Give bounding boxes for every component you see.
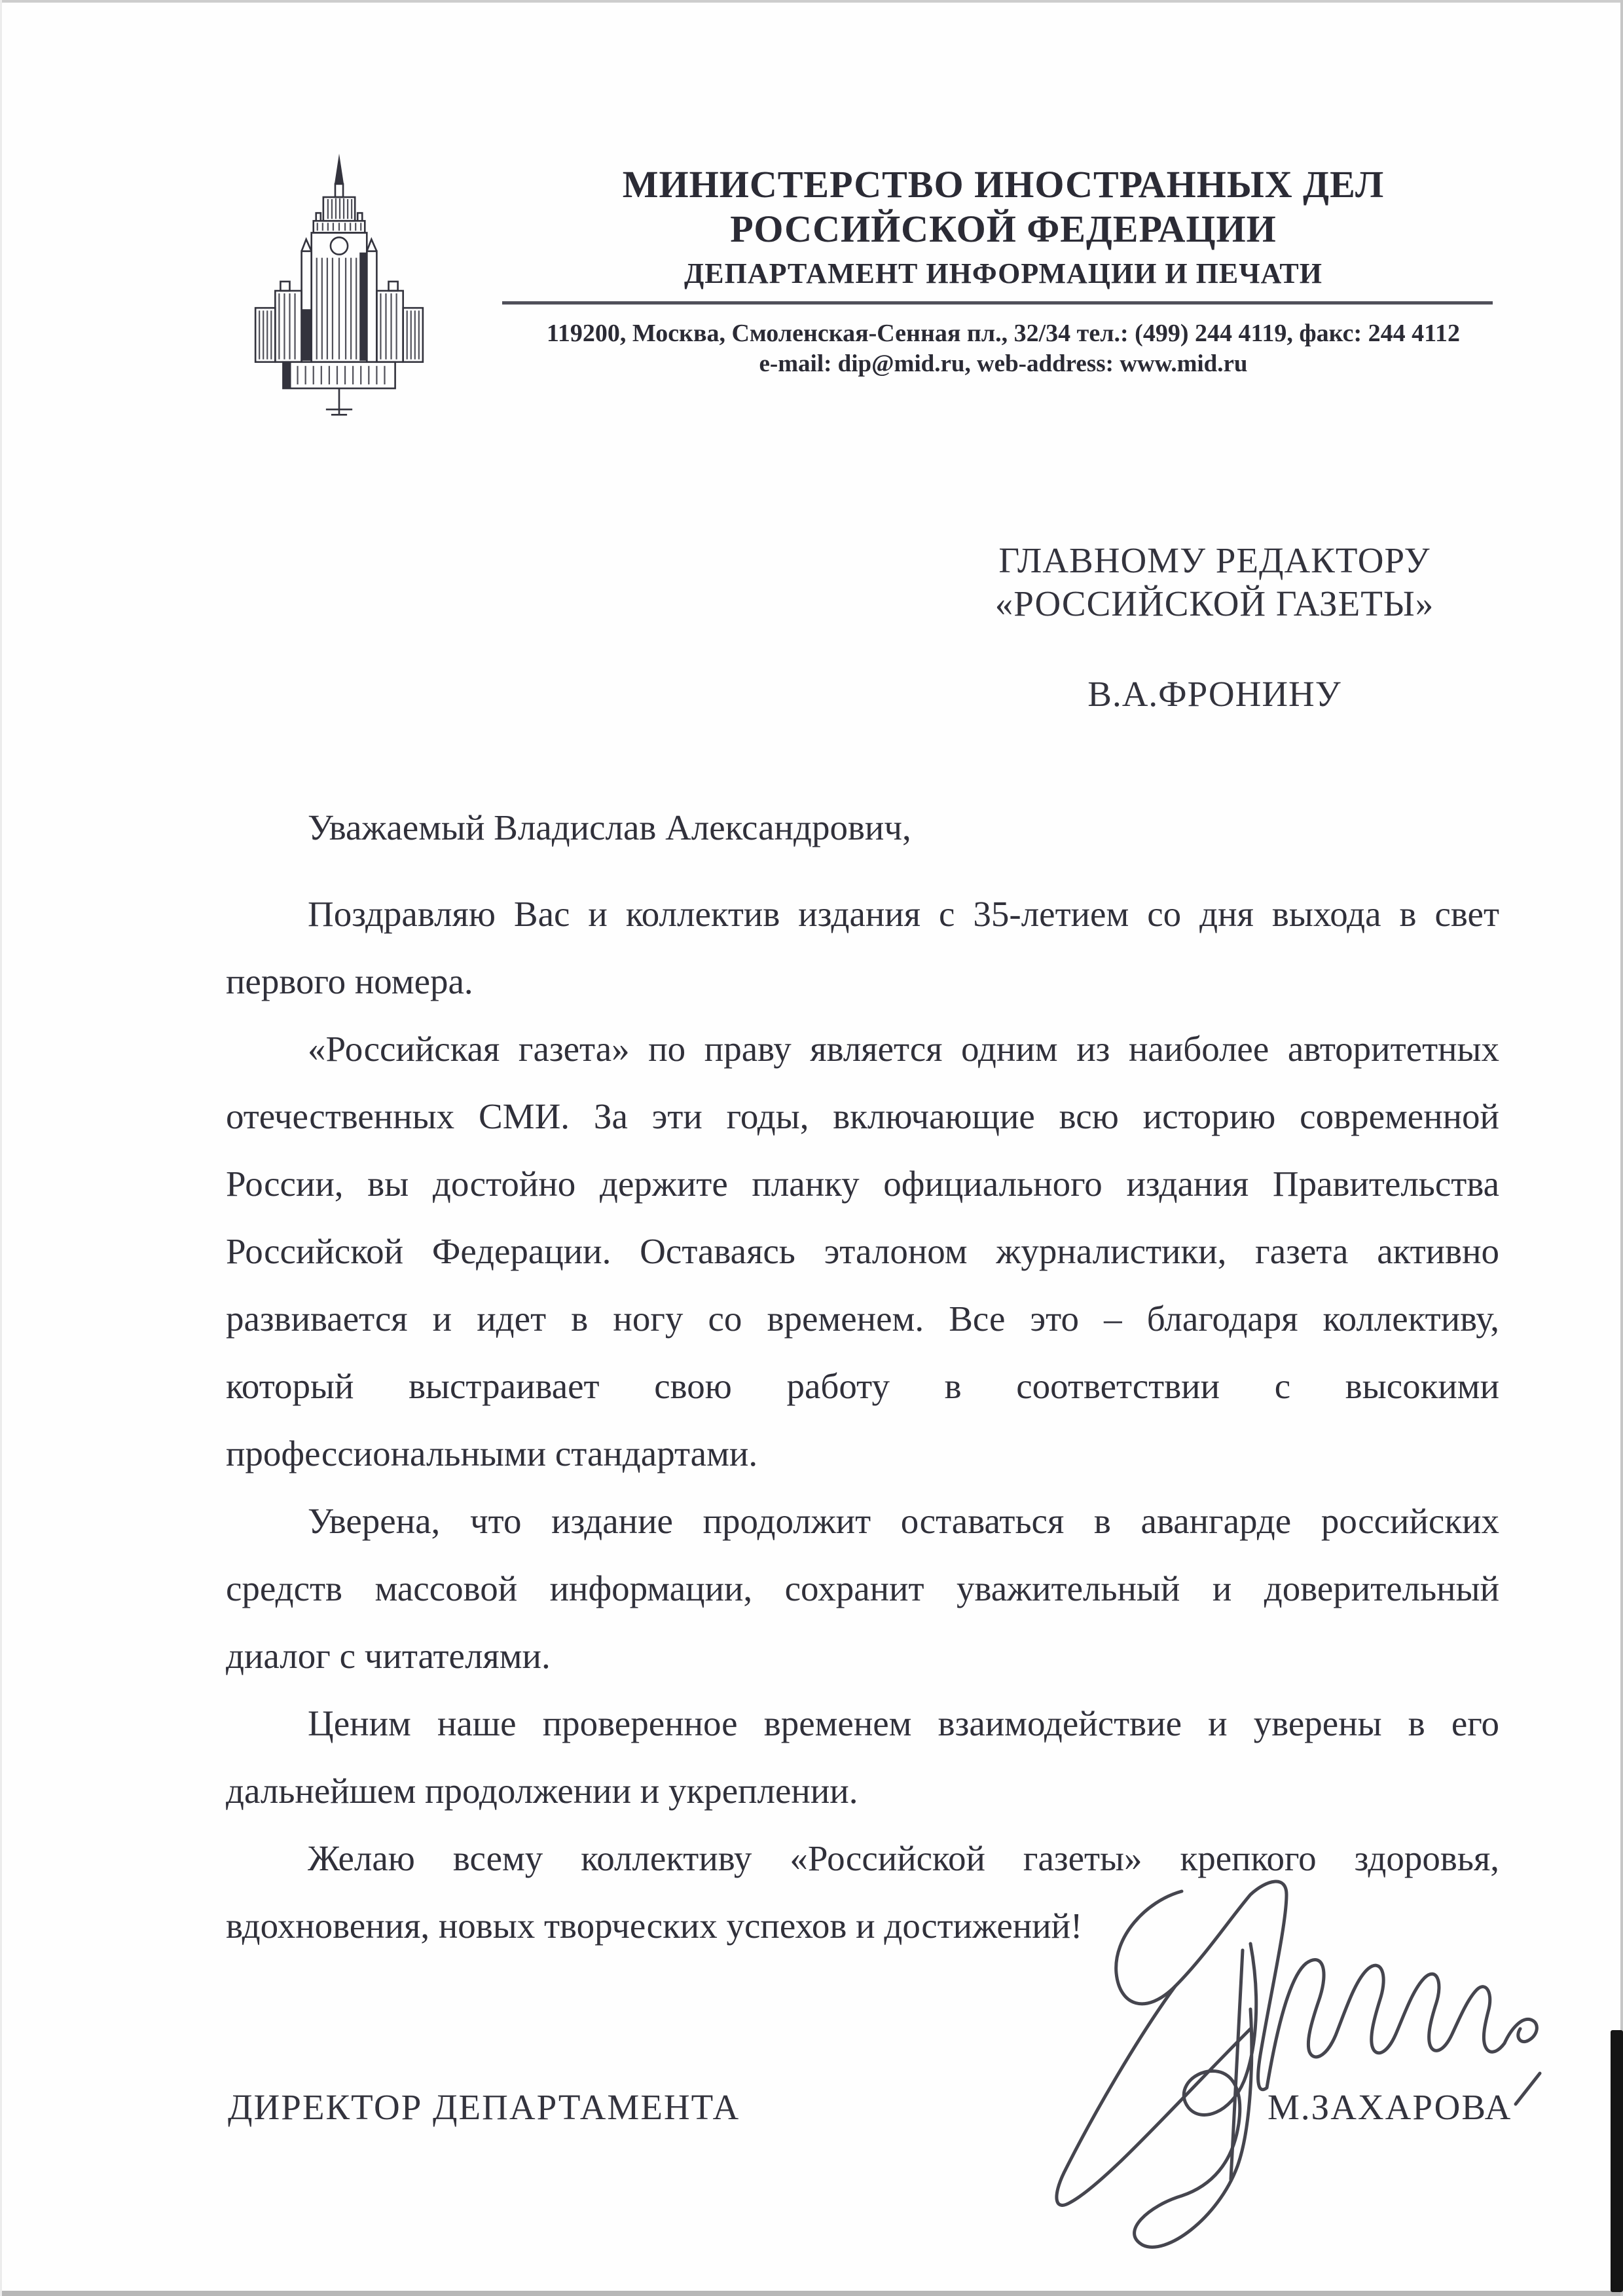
letter-body xyxy=(226,794,1499,1959)
scan-edge-right xyxy=(1620,0,1623,2296)
department-name: ДЕПАРТАМЕНТ ИНФОРМАЦИИ И ПЕЧАТИ xyxy=(684,257,1322,289)
body-line: Поздравляю Вас и коллектив издания с 35-летием со дня выхода в свет xyxy=(308,894,1499,934)
body-line: Российской Федерации. Оставаясь эталоном журналистики, газета активно xyxy=(226,1231,1499,1271)
body-line: отечественных СМИ. За эти годы, включающие всю историю современной xyxy=(226,1096,1499,1136)
ministry-name-line1: МИНИСТЕРСТВО ИНОСТРАННЫХ ДЕЛ xyxy=(622,163,1385,206)
body-line: средств массовой информации, сохранит уважительный и доверительный xyxy=(226,1568,1499,1608)
body-line: вдохновения, новых творческих успехов и достижений! xyxy=(226,1906,1083,1946)
body-line: развивается и идет в ногу со временем. Все это – благодаря коллективу, xyxy=(226,1299,1499,1339)
body-line: который выстраивает свою работу в соответствии с высокими xyxy=(226,1366,1499,1406)
addressee-organization: «РОССИЙСКОЙ ГАЗЕТЫ» xyxy=(994,583,1434,623)
body-line: профессиональными стандартами. xyxy=(226,1434,758,1473)
body-line: России, вы достойно держите планку официального издания Правительства xyxy=(226,1164,1499,1204)
letterhead-divider xyxy=(502,301,1493,305)
salutation-line: Уважаемый Владислав Александрович, xyxy=(308,807,911,847)
letterhead-address: 119200, Москва, Смоленская-Сенная пл., 32/34 тел.: (499) 244 4119, факс: 244 4112 xyxy=(546,320,1461,347)
letter-paragraphs xyxy=(226,880,1499,1959)
body-line: Уверена, что издание продолжит оставаться в авангарде российских xyxy=(308,1501,1499,1541)
scan-edge-left xyxy=(0,0,2,2296)
body-line: «Российская газета» по праву является одним из наиболее авторитетных xyxy=(308,1029,1499,1069)
body-line: Желаю всему коллективу «Российской газеты» крепкого здоровья, xyxy=(308,1838,1499,1878)
body-line: Ценим наше проверенное временем взаимодействие и уверены в его xyxy=(308,1703,1499,1743)
body-line: диалог с читателями. xyxy=(226,1636,551,1676)
scan-edge-bottom xyxy=(0,2291,1623,2296)
addressee-position: ГЛАВНОМУ РЕДАКТОРУ xyxy=(998,540,1431,580)
zakharova-signature-icon xyxy=(1034,1865,1558,2258)
ministry-name-line2: РОССИЙСКОЙ ФЕДЕРАЦИИ xyxy=(730,208,1277,250)
signoff-title: ДИРЕКТОР ДЕПАРТАМЕНТА xyxy=(228,2087,740,2127)
body-line: первого номера. xyxy=(226,961,473,1001)
body-line: дальнейшем продолжении и укреплении. xyxy=(226,1771,858,1811)
letterhead-contacts: e-mail: dip@mid.ru, web-address: www.mid.ru xyxy=(759,350,1248,377)
scan-shadow-strip xyxy=(1611,2030,1623,2292)
scan-edge-top xyxy=(0,0,1623,3)
addressee-name: В.А.ФРОНИНУ xyxy=(1087,674,1341,714)
mfa-building-emblem-icon xyxy=(244,152,435,430)
signoff-name: М.ЗАХАРОВА xyxy=(1267,2087,1512,2127)
